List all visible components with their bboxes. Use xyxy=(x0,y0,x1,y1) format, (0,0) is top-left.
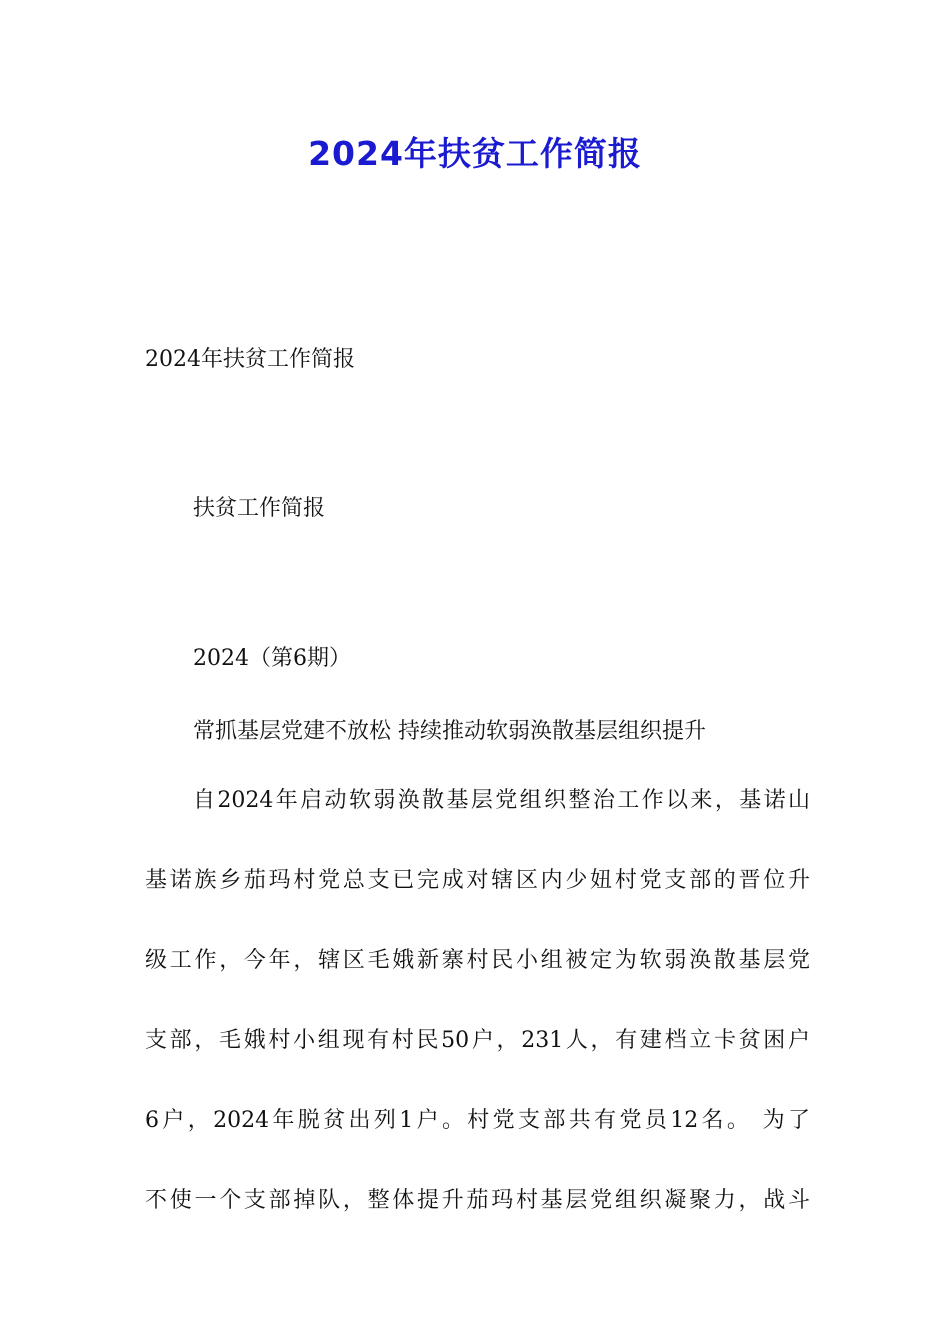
article-body xyxy=(145,786,810,1266)
body-line: 支部，毛娥村小组现有村民50户，231人，有建档立卡贫困户 xyxy=(145,1028,810,1053)
body-line: 级工作，今年，辖区毛娥新寨村民小组被定为软弱涣散基层党 xyxy=(145,948,810,973)
document-subtitle: 2024年扶贫工作简报 xyxy=(145,347,355,372)
section-heading: 扶贫工作简报 xyxy=(193,496,326,521)
document-title: 2024年扶贫工作简报 xyxy=(308,134,642,173)
issue-number: 2024（第6期） xyxy=(193,646,351,671)
article-headline: 常抓基层党建不放松 持续推动软弱涣散基层组织提升 xyxy=(193,719,706,744)
body-line: 自2024年启动软弱涣散基层党组织整治工作以来，基诺山 xyxy=(193,788,810,813)
body-line: 不使一个支部掉队，整体提升茄玛村基层党组织凝聚力，战斗 xyxy=(145,1188,810,1213)
body-line: 基诺族乡茄玛村党总支已完成对辖区内少妞村党支部的晋位升 xyxy=(145,868,810,893)
body-line: 6户，2024年脱贫出列1户。村党支部共有党员12名。 为了 xyxy=(145,1108,810,1133)
